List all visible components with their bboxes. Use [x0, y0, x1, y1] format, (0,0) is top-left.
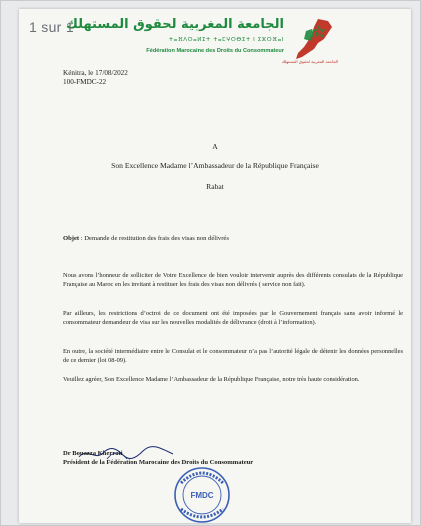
subject-text: : Demande de restitution des frais des visas non délivrés — [79, 235, 229, 242]
place-date: Kénitra, le 17/08/2022 — [63, 69, 128, 77]
page-indicator: 1 sur 1 — [29, 19, 74, 35]
stamp-text: FMDC — [190, 491, 214, 500]
recipient: Son Excellence Madame l’Ambassadeur de la République Française — [111, 161, 319, 170]
recipient-prefix: A — [212, 142, 218, 151]
signatory-name: Dr Bouazza Kherrati — [63, 450, 123, 457]
recipient-city: Rabat — [206, 182, 224, 191]
logo-caption: الجامعة المغربية لحقوق المستهلك — [281, 59, 338, 64]
subject-label: Objet — [63, 235, 80, 242]
reference-number: 100-FMDC-22 — [63, 78, 107, 86]
morocco-map-logo-icon — [288, 17, 336, 61]
signatory-title: Président de la Fédération Marocaine des Droits du Consommateur — [63, 459, 254, 466]
letterhead — [66, 15, 338, 67]
paragraph-1: Nous avons l’honneur de solliciter de Votre Excellence de bien vouloir intervenir auprès des différents consulats de la République Française au Maroc en les invitant à restituer les frais des visas non délivrés ( service non fait). — [63, 272, 403, 289]
org-name-french: Fédération Marocaine des Droits du Consommateur — [146, 48, 284, 54]
official-stamp-icon — [167, 461, 237, 523]
paragraph-2: Par ailleurs, les restrictions d’octroi de ce document ont été imposées par le Gouvernement français sans avoir informé le consommateur demandeur de visa sur les nouvelles modalités de délivrance (droit à l’information). — [63, 310, 403, 327]
org-name-arabic: الجامعة المغربية لحقوق المستهلك — [66, 17, 284, 32]
paragraph-3: En outre, la société intermédiaire entre le Consulat et le consommateur n’a pas l’autorité légale de détenir les données personnelles de ce dernier (loi 08-09). — [63, 348, 403, 365]
letter-page — [19, 9, 411, 523]
subject-line — [63, 235, 229, 242]
paragraph-4: Veuillez agréer, Son Excellence Madame l’Ambassadeur de la République Française, notre très haute considération. — [63, 376, 360, 383]
org-name-tifinagh: ⵜⴰⴼⴷⵔⴰⵍⵉⵜ ⵜⴰⵎⵖⵔⴱⵉⵜ ⵏ ⵉⵣⵔⴼⴰⵏ — [168, 37, 284, 43]
